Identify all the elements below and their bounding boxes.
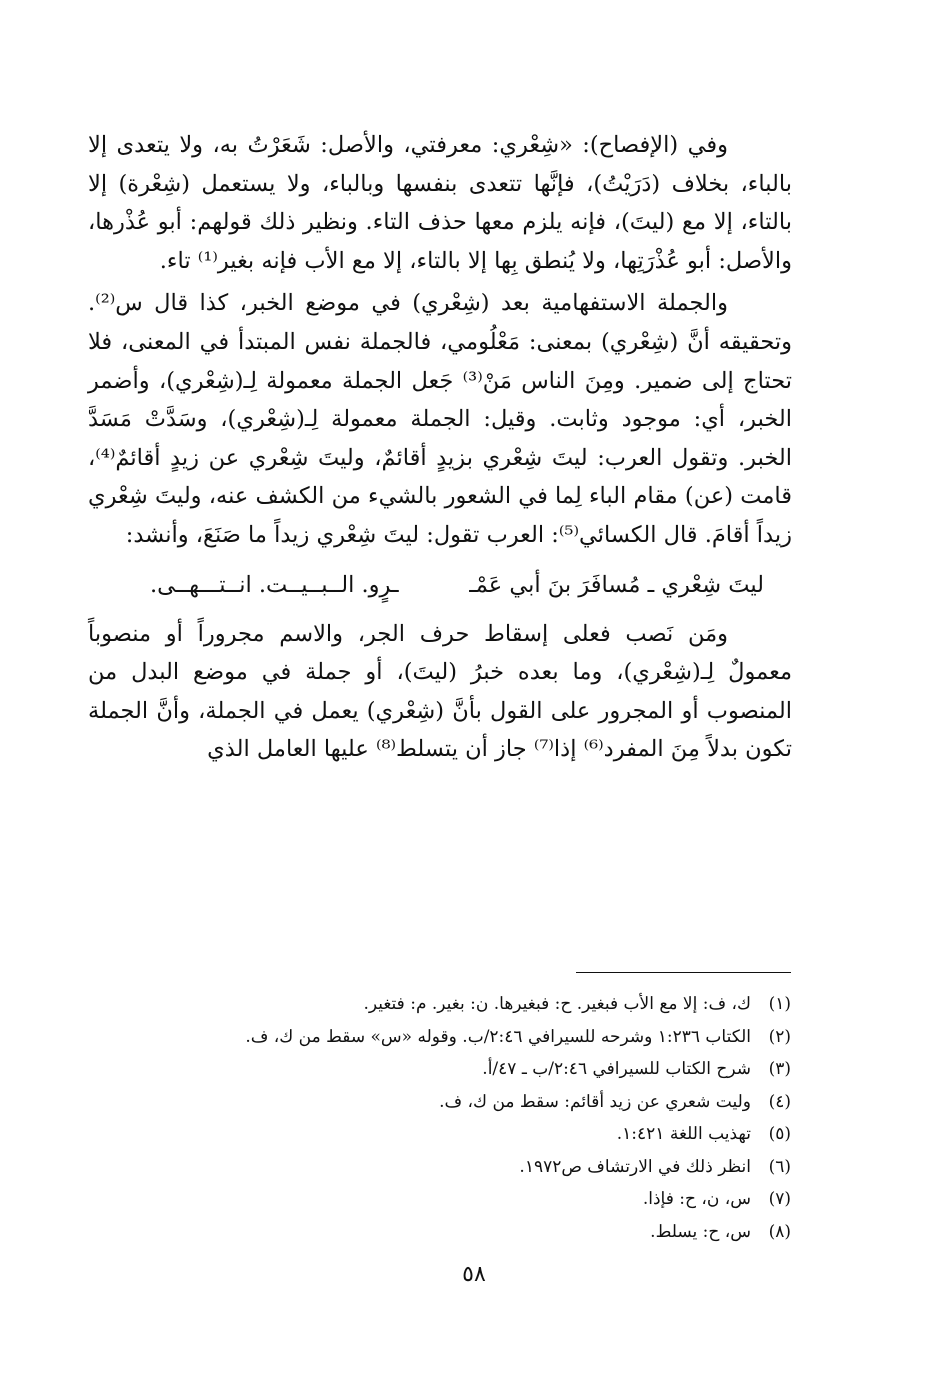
footnote-item (90, 1118, 791, 1151)
footnote-text: س، ن، ح: فإذا. (642, 1189, 751, 1209)
paragraph-1: وفي (الإفصاح): «شِعْري: معرفتي، والأصل: شَعَرْتُ به، ولا يتعدى إلا بالباء، بخلاف (دَرَيْتُ)، فإنَّها تتعدى بنفسها وبالباء، ولا يستعمل (شِعْرة) إلا بالتاء، إلا مع (ليتَ)، فإنه يلزم معها حذف التاء. ونظير ذلك قولهم: أبو عُذْرها، والأصل: أبو عُذْرَتِها، ولا يُنطق بِها إلا بالتاء، إلا مع الأب فإنه بغير⁽¹⁾ تاء. (88, 132, 792, 274)
footnote-separator (576, 972, 791, 973)
verse-line (88, 565, 792, 605)
verse-first-hemistich: ليتَ شِعْري ـ مُسافَرَ بنَ أبي عَمْـ (469, 571, 764, 598)
footnote-item (90, 1086, 791, 1119)
footnote-text: انظر ذلك في الارتشاف ص١٩٧٢. (519, 1156, 751, 1177)
footnote-number: (٣) (768, 1059, 791, 1079)
footnote-number: (٦) (768, 1156, 791, 1177)
footnote-text: تهذيب اللغة ١:٤٢١. (616, 1124, 751, 1144)
footnote-number: (٤) (768, 1091, 791, 1112)
footnote-item (90, 1151, 791, 1184)
footnotes-list (90, 988, 791, 1248)
footnote-item (90, 988, 791, 1021)
footnote-number: (٧) (768, 1189, 791, 1209)
footnote-text: الكتاب ١:٢٣٦ وشرحه للسيرافي ٢:٤٦/ب. وقوله «س» سقط من ك، ف. (245, 1026, 751, 1047)
footnote-item (90, 1216, 791, 1249)
footnote-text: ك، ف: إلا مع الأب فبغير. ح: فبغيرها. ن: بغير. م: فتغير. (363, 994, 751, 1014)
footnote-text: شرح الكتاب للسيرافي ٢:٤٦/ب ـ ٤٧/أ. (482, 1059, 751, 1079)
footnote-number: (٥) (768, 1124, 791, 1144)
footnote-item (90, 1021, 791, 1054)
footnote-text: وليت شعري عن زيد أقائم: سقط من ك، ف. (439, 1091, 751, 1112)
footnote-number: (٢) (768, 1026, 791, 1047)
footnote-item (90, 1053, 791, 1086)
footnote-number: (١) (768, 994, 791, 1014)
footnote-item (90, 1183, 791, 1216)
footnote-text: س، ح: يسلط. (650, 1221, 751, 1242)
verse-second-hemistich: ـرٍو. الــبــيــت. انــتـــهــى. (150, 571, 399, 598)
paragraph-2: والجملة الاستفهامية بعد (شِعْري) في موضع الخبر، كذا قال س⁽²⁾. وتحقيقه أنَّ (شِعْري) بمعنى: مَعْلُومي، فالجملة نفس المبتدأ في المعنى، فلا تحتاج إلى ضمير. ومِنَ الناس مَنْ⁽³⁾ جَعل الجملة معمولة لِـ(شِعْري)، وأضمر الخبر، أي: موجود وثابت. وقيل: الجملة معمولة لِـ(شِعْري)، وسَدَّتْ مَسَدَّ الخبر. وتقول العرب: ليتَ شِعْري بزيدٍ أقائمٌ، وليتَ شِعْري عن زيدٍ أقائمٌ⁽⁴⁾، قامت (عن) مقام الباء لِما في الشعور بالشيء من الكشف عنه، وليتَ شِعْري زيداً أقامَ. قال الكسائي⁽⁵⁾: العرب تقول: ليتَ شِعْري زيداً ما صَنَعَ، وأنشد: (88, 290, 793, 548)
paragraph-3: ومَن نَصب فعلى إسقاط حرف الجر، والاسم مجروراً أو منصوباً معمولٌ لِـ(شِعْري)، وما بعده خبرُ (ليتَ)، أو جملة في موضع البدل من المنصوب أو المجرور على القول بأنَّ (شِعْري) يعمل في الجملة، وأنَّ الجملة تكون بدلاً مِنَ المفرد⁽⁶⁾ إذا⁽⁷⁾ جاز أن يتسلط⁽⁸⁾ عليها العامل الذي (88, 620, 792, 763)
footnote-number: (٨) (768, 1221, 791, 1242)
page-number: ٥٨ (462, 1262, 486, 1287)
